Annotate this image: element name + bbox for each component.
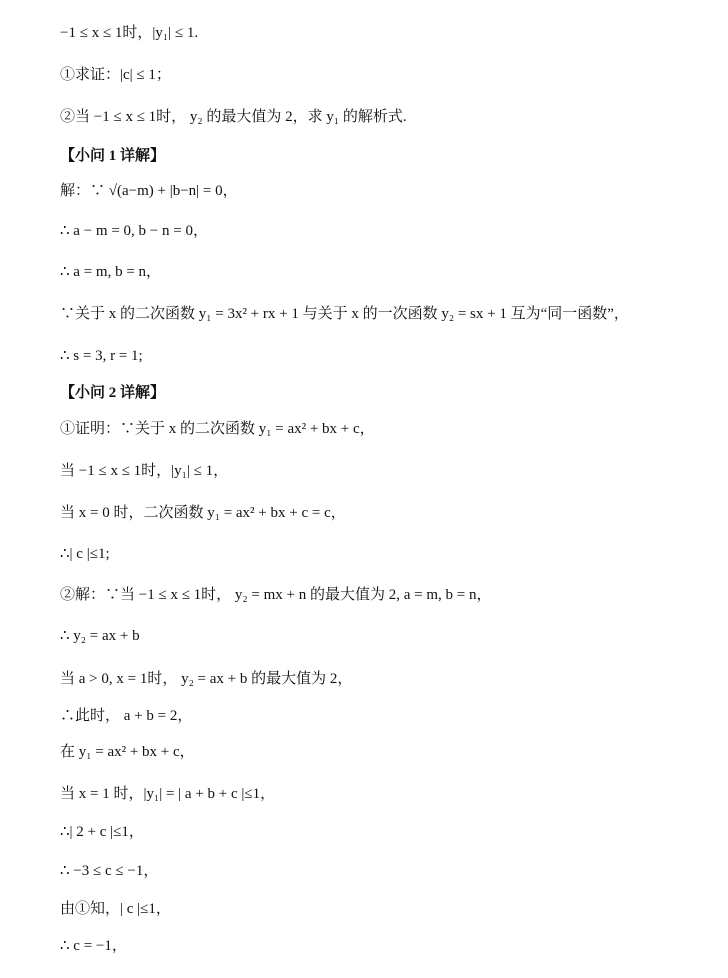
text-line-7: ∴ a = m, b = n，: [60, 264, 162, 280]
text-line-3: ②当 −1 ≤ x ≤ 1时， y₂ 的最大值为 2，求 y₁ 的解析式.: [60, 109, 407, 125]
text-line-24: ∴ c = −1，: [60, 938, 127, 954]
text-line-19: 在 y₁ = ax² + bx + c，: [60, 744, 195, 760]
text-line-22: ∴ −3 ≤ c ≤ −1，: [60, 863, 159, 879]
text-line-23: 由①知，| c |≤1，: [60, 901, 171, 917]
section-heading-1: 【小问 1 详解】: [60, 148, 166, 164]
text-line-12: 当 −1 ≤ x ≤ 1时，|y₁| ≤ 1，: [60, 463, 229, 479]
text-line-6: ∴ a − m = 0, b − n = 0，: [60, 223, 208, 239]
text-line-18: ∴此时， a + b = 2，: [60, 708, 193, 724]
text-line-16: ∴ y₂ = ax + b: [60, 628, 140, 644]
text-line-20: 当 x = 1 时，|y₁| = | a + b + c |≤1，: [60, 786, 276, 802]
text-line-21: ∴| 2 + c |≤1，: [60, 824, 144, 840]
text-line-5: 解：∵ √(a−m) + |b−n| = 0，: [60, 183, 238, 199]
section-heading-2: 【小问 2 详解】: [60, 385, 166, 401]
text-line-13: 当 x = 0 时，二次函数 y₁ = ax² + bx + c = c，: [60, 505, 346, 521]
text-line-1: −1 ≤ x ≤ 1时，|y₁| ≤ 1.: [60, 25, 199, 41]
text-line-11: ①证明：∵关于 x 的二次函数 y₁ = ax² + bx + c，: [60, 421, 375, 437]
text-line-15: ②解：∵当 −1 ≤ x ≤ 1时， y₂ = mx + n 的最大值为 2, a = m, b = n，: [60, 587, 492, 603]
text-line-2: ①求证：|c| ≤ 1；: [60, 67, 171, 83]
text-line-14: ∴| c |≤1;: [60, 546, 110, 562]
text-line-17: 当 a > 0, x = 1时， y₂ = ax + b 的最大值为 2，: [60, 671, 353, 687]
text-line-9: ∴ s = 3, r = 1;: [60, 348, 143, 364]
text-line-8: ∵关于 x 的二次函数 y₁ = 3x² + rx + 1 与关于 x 的一次函数 y₂ = sx + 1 互为“同一函数”，: [60, 306, 629, 322]
